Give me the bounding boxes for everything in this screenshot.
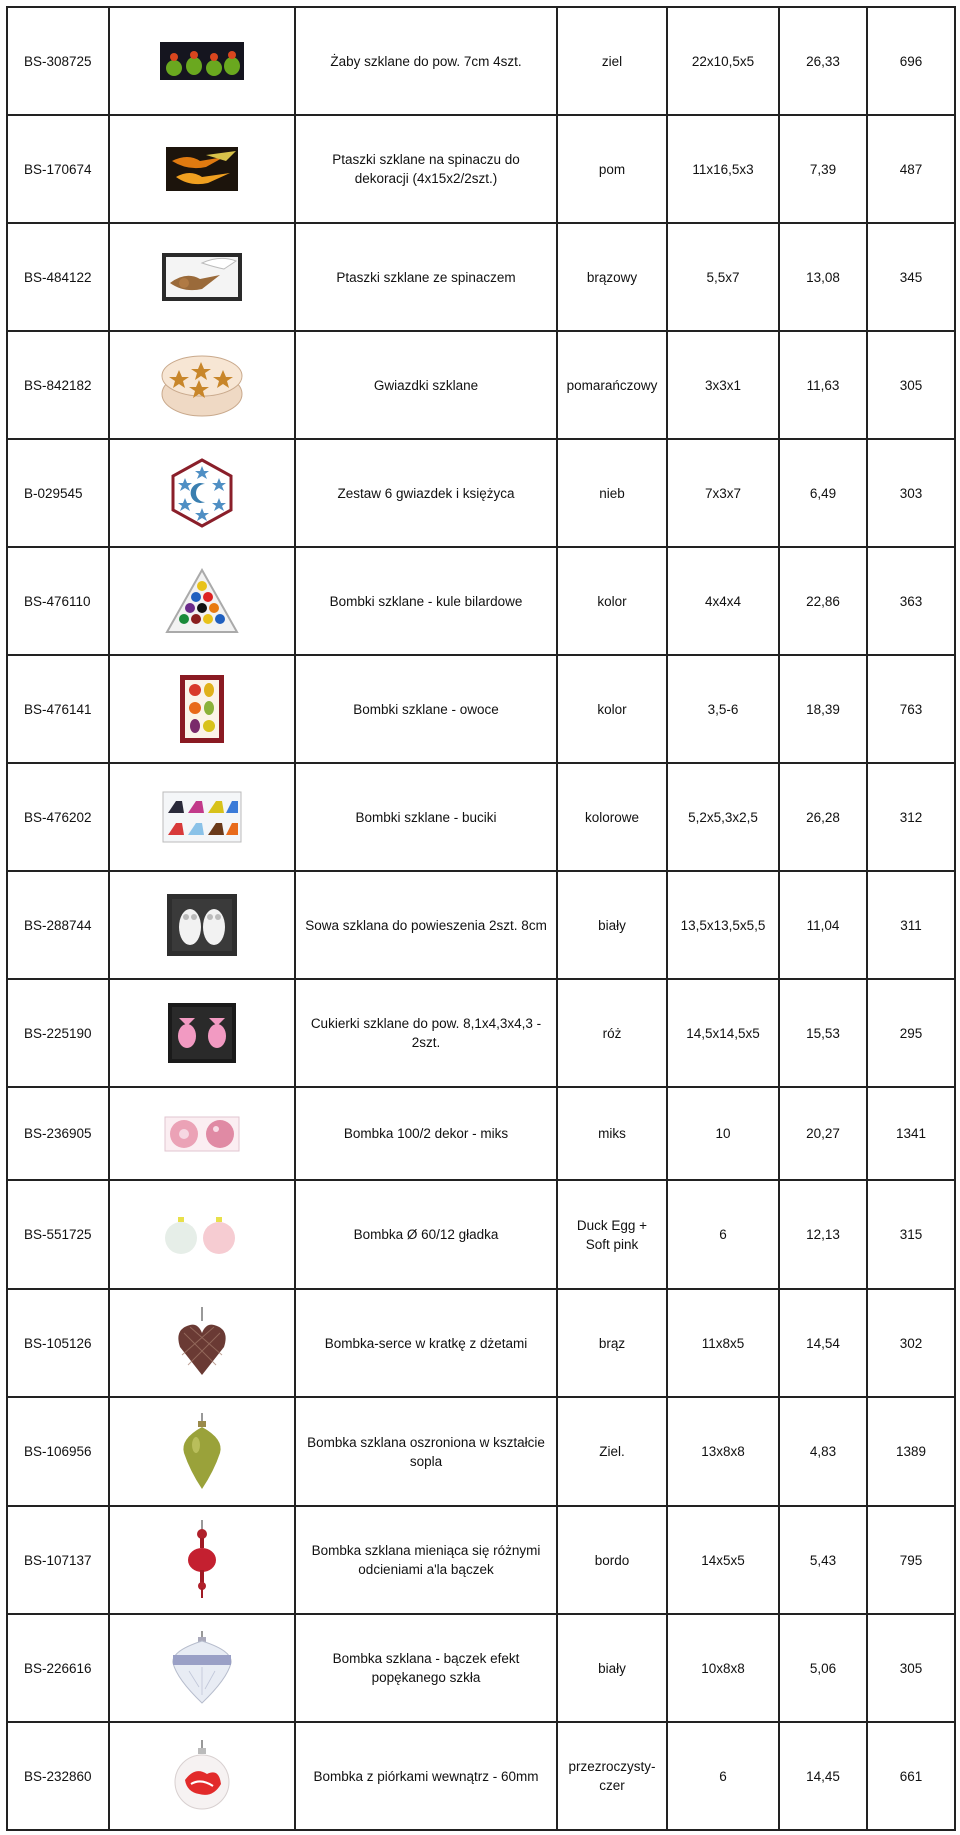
product-image-cell bbox=[109, 655, 295, 763]
product-image-cell bbox=[109, 7, 295, 115]
product-price: 4,83 bbox=[779, 1397, 867, 1506]
product-image-cell bbox=[109, 1087, 295, 1180]
product-qty: 311 bbox=[867, 871, 955, 979]
product-color: ziel bbox=[557, 7, 667, 115]
product-code: BS-476202 bbox=[7, 763, 109, 871]
owl-ornaments-image bbox=[166, 893, 238, 957]
product-price: 12,13 bbox=[779, 1180, 867, 1289]
product-qty: 363 bbox=[867, 547, 955, 655]
product-name: Ptaszki szklane na spinaczu do dekoracji (4x15x2/2szt.) bbox=[295, 115, 557, 223]
table-row bbox=[7, 1289, 955, 1397]
product-name: Bombka-serce w kratkę z dżetami bbox=[295, 1289, 557, 1397]
product-name: Bombka szklana mieniąca się różnymi odcieniami a'la bączek bbox=[295, 1506, 557, 1614]
product-image-cell bbox=[109, 223, 295, 331]
table-row bbox=[7, 1087, 955, 1180]
product-price: 14,45 bbox=[779, 1722, 867, 1830]
table-row bbox=[7, 115, 955, 223]
product-qty: 661 bbox=[867, 1722, 955, 1830]
product-name: Bombki szklane - kule bilardowe bbox=[295, 547, 557, 655]
icicle-ornament-image bbox=[178, 1413, 226, 1491]
product-color: biały bbox=[557, 871, 667, 979]
glass-stars-box-image bbox=[159, 350, 245, 420]
product-name: Bombka szklana oszroniona w kształcie sopla bbox=[295, 1397, 557, 1506]
table-row bbox=[7, 547, 955, 655]
product-code: BS-288744 bbox=[7, 871, 109, 979]
product-size: 5,5x7 bbox=[667, 223, 779, 331]
frogs-figurines-image bbox=[160, 42, 244, 80]
product-qty: 487 bbox=[867, 115, 955, 223]
pastel-baubles-image bbox=[165, 1215, 239, 1255]
table-row bbox=[7, 7, 955, 115]
product-image-cell bbox=[109, 439, 295, 547]
product-size: 6 bbox=[667, 1722, 779, 1830]
product-price: 5,06 bbox=[779, 1614, 867, 1722]
product-qty: 295 bbox=[867, 979, 955, 1087]
product-image-cell bbox=[109, 1397, 295, 1506]
product-code: BS-236905 bbox=[7, 1087, 109, 1180]
product-size: 3x3x1 bbox=[667, 331, 779, 439]
product-price: 11,04 bbox=[779, 871, 867, 979]
product-qty: 696 bbox=[867, 7, 955, 115]
candy-ornaments-image bbox=[167, 1002, 237, 1064]
product-qty: 763 bbox=[867, 655, 955, 763]
table-row bbox=[7, 1506, 955, 1614]
spinning-top-ornament-image bbox=[184, 1520, 220, 1600]
product-color: brąz bbox=[557, 1289, 667, 1397]
fruit-ornaments-image bbox=[179, 674, 225, 744]
product-name: Bombka Ø 60/12 gładka bbox=[295, 1180, 557, 1289]
product-price: 15,53 bbox=[779, 979, 867, 1087]
product-qty: 305 bbox=[867, 331, 955, 439]
product-code: BS-107137 bbox=[7, 1506, 109, 1614]
product-image-cell bbox=[109, 763, 295, 871]
product-size: 13x8x8 bbox=[667, 1397, 779, 1506]
product-code: BS-484122 bbox=[7, 223, 109, 331]
product-code: BS-106956 bbox=[7, 1397, 109, 1506]
product-name: Bombka 100/2 dekor - miks bbox=[295, 1087, 557, 1180]
product-image-cell bbox=[109, 331, 295, 439]
table-row bbox=[7, 979, 955, 1087]
product-qty: 305 bbox=[867, 1614, 955, 1722]
product-color: Duck Egg + Soft pink bbox=[557, 1180, 667, 1289]
product-qty: 345 bbox=[867, 223, 955, 331]
product-color: kolor bbox=[557, 547, 667, 655]
product-color: nieb bbox=[557, 439, 667, 547]
shoe-ornaments-image bbox=[162, 791, 242, 843]
product-code: BS-170674 bbox=[7, 115, 109, 223]
product-image-cell bbox=[109, 1506, 295, 1614]
product-qty: 302 bbox=[867, 1289, 955, 1397]
product-name: Żaby szklane do pow. 7cm 4szt. bbox=[295, 7, 557, 115]
billiard-balls-image bbox=[165, 568, 239, 634]
product-price: 22,86 bbox=[779, 547, 867, 655]
product-image-cell bbox=[109, 1614, 295, 1722]
table-row bbox=[7, 331, 955, 439]
product-price: 13,08 bbox=[779, 223, 867, 331]
product-size: 14x5x5 bbox=[667, 1506, 779, 1614]
product-qty: 1389 bbox=[867, 1397, 955, 1506]
product-qty: 795 bbox=[867, 1506, 955, 1614]
pink-baubles-image bbox=[164, 1116, 240, 1152]
product-name: Sowa szklana do powieszenia 2szt. 8cm bbox=[295, 871, 557, 979]
product-color: biały bbox=[557, 1614, 667, 1722]
product-code: BS-308725 bbox=[7, 7, 109, 115]
product-size: 6 bbox=[667, 1180, 779, 1289]
table-row bbox=[7, 1722, 955, 1830]
product-color: miks bbox=[557, 1087, 667, 1180]
product-size: 7x3x7 bbox=[667, 439, 779, 547]
product-size: 3,5-6 bbox=[667, 655, 779, 763]
product-size: 11x16,5x3 bbox=[667, 115, 779, 223]
table-row bbox=[7, 223, 955, 331]
product-size: 4x4x4 bbox=[667, 547, 779, 655]
product-color: pom bbox=[557, 115, 667, 223]
product-size: 10x8x8 bbox=[667, 1614, 779, 1722]
product-price: 14,54 bbox=[779, 1289, 867, 1397]
product-price: 20,27 bbox=[779, 1087, 867, 1180]
product-name: Zestaw 6 gwiazdek i księżyca bbox=[295, 439, 557, 547]
product-image-cell bbox=[109, 871, 295, 979]
product-color: kolor bbox=[557, 655, 667, 763]
product-sheet bbox=[6, 6, 956, 1831]
product-qty: 312 bbox=[867, 763, 955, 871]
table-row bbox=[7, 655, 955, 763]
product-code: BS-476110 bbox=[7, 547, 109, 655]
table-row bbox=[7, 763, 955, 871]
product-image-cell bbox=[109, 547, 295, 655]
product-price: 7,39 bbox=[779, 115, 867, 223]
product-code: BS-551725 bbox=[7, 1180, 109, 1289]
table-row bbox=[7, 871, 955, 979]
product-name: Bombki szklane - buciki bbox=[295, 763, 557, 871]
product-price: 6,49 bbox=[779, 439, 867, 547]
product-code: BS-476141 bbox=[7, 655, 109, 763]
table-row bbox=[7, 1397, 955, 1506]
product-name: Gwiazdki szklane bbox=[295, 331, 557, 439]
product-size: 10 bbox=[667, 1087, 779, 1180]
product-color: bordo bbox=[557, 1506, 667, 1614]
product-image-cell bbox=[109, 979, 295, 1087]
product-code: BS-232860 bbox=[7, 1722, 109, 1830]
product-table bbox=[6, 6, 956, 1831]
product-name: Cukierki szklane do pow. 8,1x4,3x4,3 - 2szt. bbox=[295, 979, 557, 1087]
product-name: Bombki szklane - owoce bbox=[295, 655, 557, 763]
product-image-cell bbox=[109, 115, 295, 223]
product-name: Bombka z piórkami wewnątrz - 60mm bbox=[295, 1722, 557, 1830]
product-qty: 1341 bbox=[867, 1087, 955, 1180]
product-qty: 303 bbox=[867, 439, 955, 547]
product-price: 18,39 bbox=[779, 655, 867, 763]
product-name: Ptaszki szklane ze spinaczem bbox=[295, 223, 557, 331]
product-size: 13,5x13,5x5,5 bbox=[667, 871, 779, 979]
product-size: 14,5x14,5x5 bbox=[667, 979, 779, 1087]
heart-ornament-image bbox=[176, 1307, 228, 1379]
product-price: 5,43 bbox=[779, 1506, 867, 1614]
table-row bbox=[7, 1180, 955, 1289]
product-price: 26,28 bbox=[779, 763, 867, 871]
product-color: Ziel. bbox=[557, 1397, 667, 1506]
product-price: 11,63 bbox=[779, 331, 867, 439]
product-image-cell bbox=[109, 1722, 295, 1830]
product-code: BS-225190 bbox=[7, 979, 109, 1087]
product-code: BS-105126 bbox=[7, 1289, 109, 1397]
product-color: brązowy bbox=[557, 223, 667, 331]
crackle-top-ornament-image bbox=[169, 1631, 235, 1705]
product-color: pomarańczowy bbox=[557, 331, 667, 439]
product-color: przezroczysty-czer bbox=[557, 1722, 667, 1830]
product-size: 11x8x5 bbox=[667, 1289, 779, 1397]
table-row bbox=[7, 439, 955, 547]
product-image-cell bbox=[109, 1289, 295, 1397]
orange-birds-image bbox=[166, 147, 238, 191]
product-code: B-029545 bbox=[7, 439, 109, 547]
product-price: 26,33 bbox=[779, 7, 867, 115]
stars-moon-set-image bbox=[167, 458, 237, 528]
product-size: 22x10,5x5 bbox=[667, 7, 779, 115]
product-color: kolorowe bbox=[557, 763, 667, 871]
feather-bauble-image bbox=[173, 1740, 231, 1812]
product-image-cell bbox=[109, 1180, 295, 1289]
product-code: BS-226616 bbox=[7, 1614, 109, 1722]
product-code: BS-842182 bbox=[7, 331, 109, 439]
product-name: Bombka szklana - bączek efekt popękanego szkła bbox=[295, 1614, 557, 1722]
product-qty: 315 bbox=[867, 1180, 955, 1289]
brown-birds-image bbox=[162, 253, 242, 301]
table-row bbox=[7, 1614, 955, 1722]
product-color: róż bbox=[557, 979, 667, 1087]
product-size: 5,2x5,3x2,5 bbox=[667, 763, 779, 871]
